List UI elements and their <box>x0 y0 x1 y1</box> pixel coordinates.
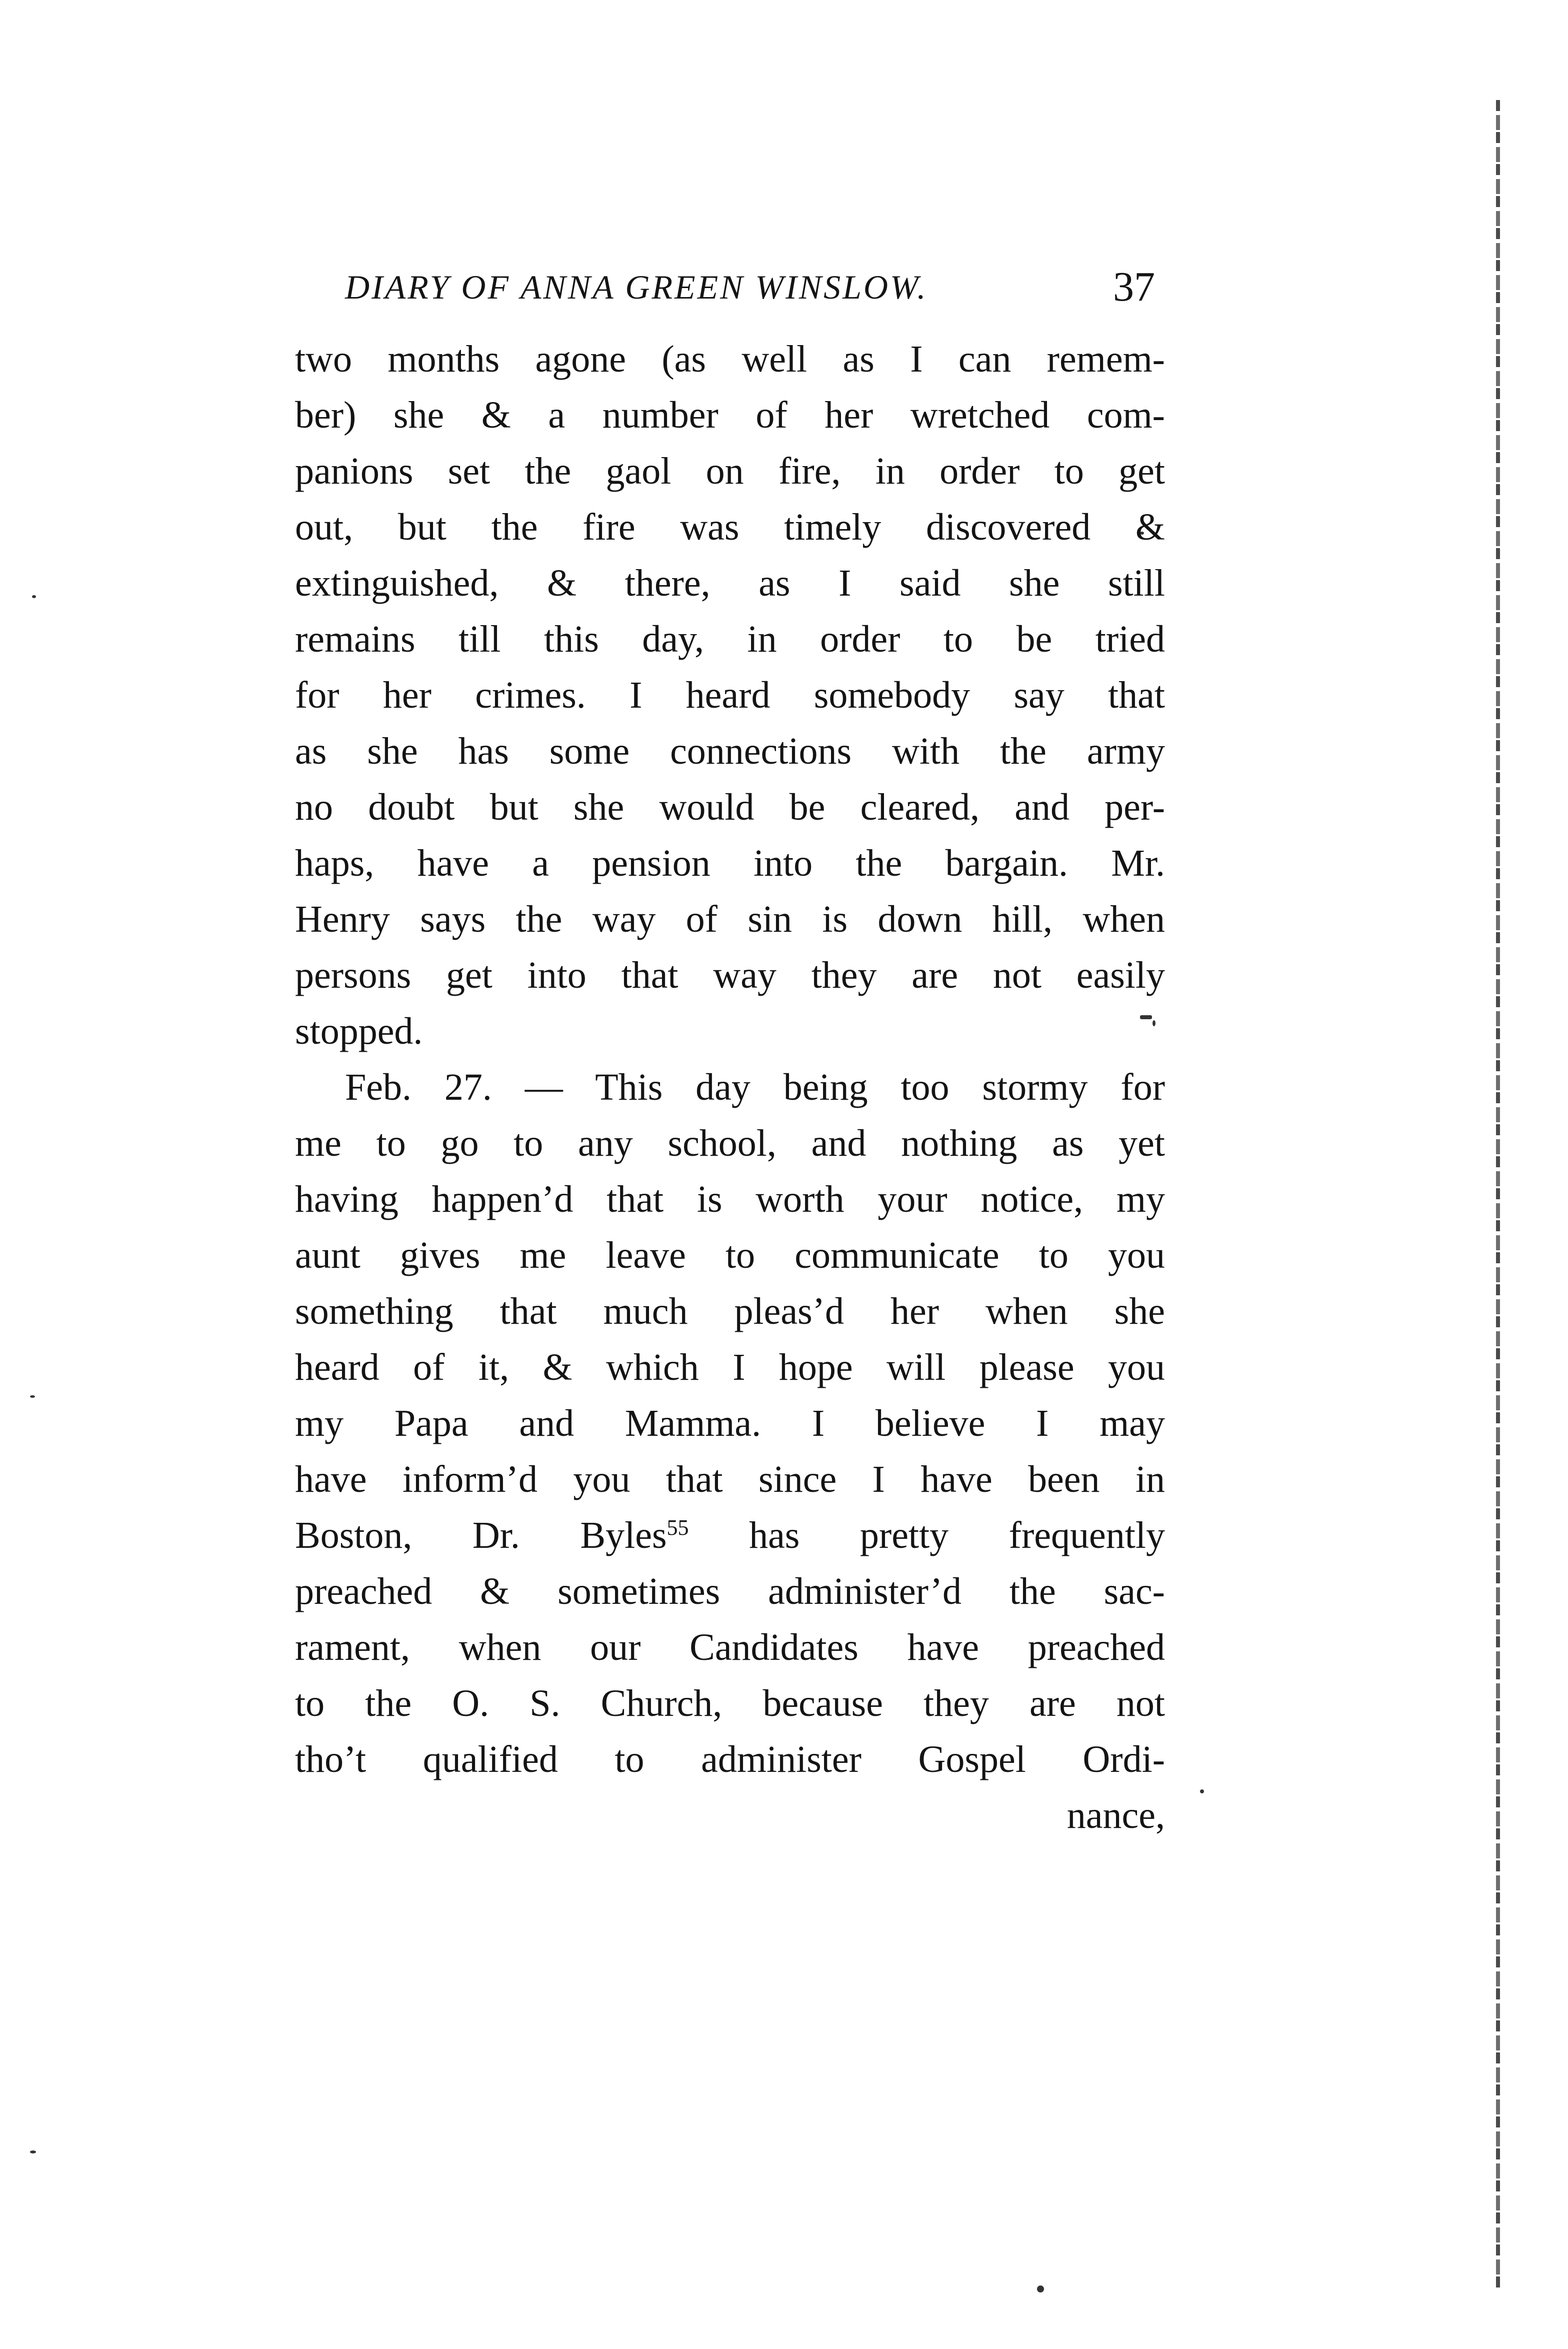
text-segment: has pretty frequently <box>688 1514 1165 1556</box>
text-line: out, but the fire was timely discovered & <box>295 506 1165 548</box>
text-line-with-footnote <box>295 1507 1165 1563</box>
text-line: haps, have a pension into the bargain. Mr. <box>295 842 1165 884</box>
text-line: having happen’d that is worth your notice, my <box>295 1178 1165 1220</box>
page-header <box>295 258 1155 313</box>
footnote-marker[interactable]: 55 <box>666 1515 689 1540</box>
speck <box>1037 2285 1044 2292</box>
text-line: heard of it, & which I hope will please you <box>295 1346 1165 1388</box>
speck <box>30 2150 36 2153</box>
text-line: aunt gives me leave to communicate to you <box>295 1234 1165 1276</box>
speck <box>30 1395 35 1398</box>
text-line: stopped. <box>295 1010 423 1052</box>
binding-edge <box>1496 100 1500 2290</box>
text-line: two months agone (as well as I can remem- <box>295 338 1165 380</box>
text-line: preached & sometimes administer’d the sac- <box>295 1570 1165 1612</box>
body-text <box>295 331 1165 1843</box>
text-line: persons get into that way they are not easily <box>295 954 1165 996</box>
text-line: for her crimes. I heard somebody say that <box>295 674 1165 716</box>
text-line: as she has some connections with the army <box>295 730 1165 772</box>
text-line: rament, when our Candidates have preached <box>295 1626 1165 1668</box>
text-line: tho’t qualified to administer Gospel Ordi- <box>295 1738 1165 1780</box>
text-line: extinguished, & there, as I said she still <box>295 562 1165 604</box>
text-line: Henry says the way of sin is down hill, when <box>295 898 1165 940</box>
text-line: to the O. S. Church, because they are not <box>295 1682 1165 1724</box>
catchword: nance, <box>1066 1794 1165 1836</box>
speck <box>32 595 36 598</box>
text-line: something that much pleas’d her when she <box>295 1290 1165 1332</box>
text-line: remains till this day, in order to be tried <box>295 618 1165 660</box>
text-segment: Boston, Dr. Byles <box>295 1514 667 1556</box>
text-line: my Papa and Mamma. I believe I may <box>295 1402 1165 1444</box>
speck <box>1200 1789 1204 1793</box>
text-line: have inform’d you that since I have been in <box>295 1458 1165 1500</box>
paragraph-start-line: Feb. 27. — This day being too stormy for <box>345 1066 1165 1108</box>
running-title: DIARY OF ANNA GREEN WINSLOW. <box>345 268 928 306</box>
text-line: panions set the gaol on fire, in order to get <box>295 450 1165 492</box>
text-line: no doubt but she would be cleared, and per- <box>295 786 1165 828</box>
text-line: ber) she & a number of her wretched com- <box>295 394 1165 436</box>
text-line: me to go to any school, and nothing as yet <box>295 1122 1165 1164</box>
page-number: 37 <box>1113 264 1155 310</box>
